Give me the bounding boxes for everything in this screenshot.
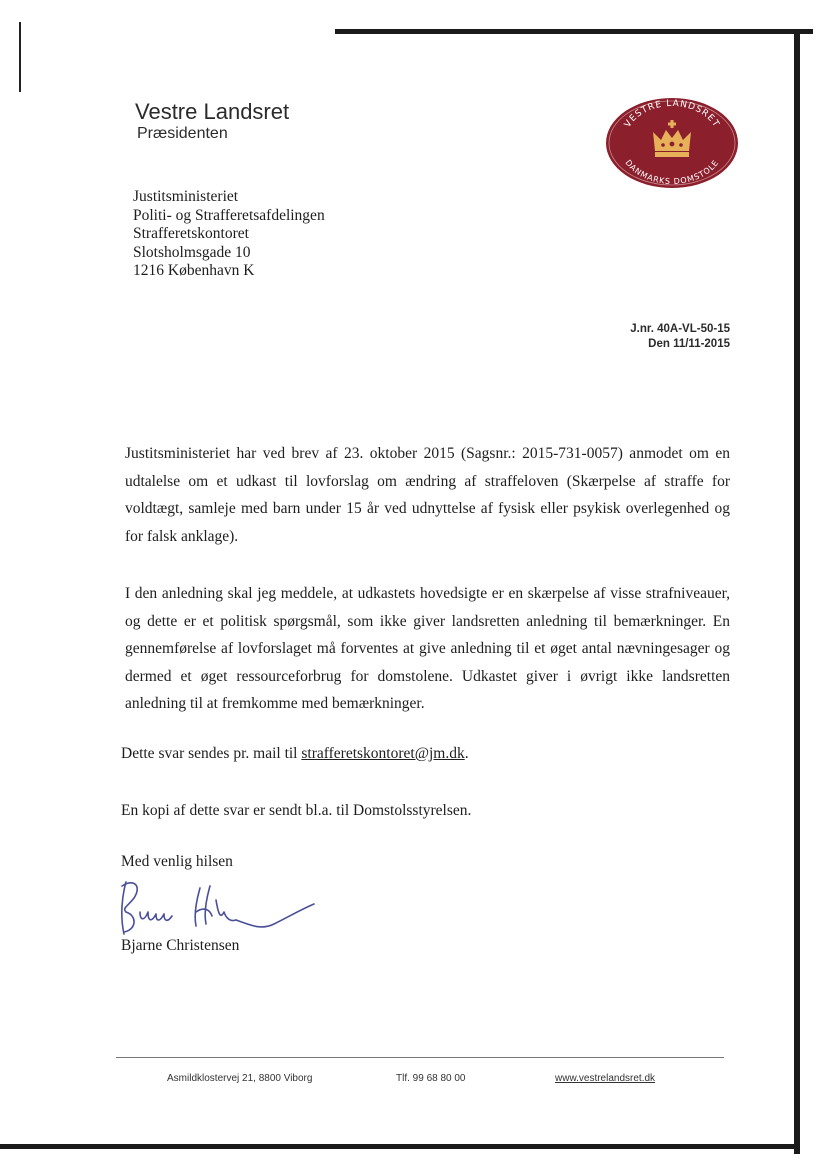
paragraph-text: I den anledning skal jeg meddele, at udkastets hovedsigte er en skærpelse af visse strafniveauer, og dette er et politisk spørgsmål, som ikke giver landsretten anledning til bemærkninger. En gennemførelse af lovforslaget må forventes at give anledning til et øget antal nævningesager og dermed et øget ressourceforbrug for domstolene. Udkastet giver i øvrigt ikke landsretten anledning til at fremkomme med bemærkninger. (125, 585, 730, 712)
footer-phone: Tlf. 99 68 80 00 (396, 1073, 466, 1084)
letter-date: Den 11/11-2015 (648, 338, 730, 350)
recipient-address (133, 188, 325, 281)
body-paragraph-1 (125, 440, 730, 550)
seal-bottom-text: DANMARKS DOMSTOLE (623, 158, 721, 187)
footer-divider (116, 1057, 724, 1058)
journal-number: J.nr. 40A-VL-50-15 (630, 323, 730, 335)
footer-website-link[interactable]: www.vestrelandsret.dk (555, 1073, 656, 1084)
mail-suffix: . (464, 745, 469, 762)
mail-prefix: Dette svar sendes pr. mail til (121, 745, 302, 762)
recipient-line: Politi- og Strafferetsafdelingen (133, 206, 325, 224)
paragraph-text: Justitsministeriet har ved brev af 23. oktober 2015 (Sagsnr.: 2015-731-0057) anmodet om en udtalelse om et udkast til lovforslag om ændring af straffeloven (Skærpelse af straffe for voldtægt, samleje med barn under 15 år ved udnyttelse af fysisk eller psykisk overlegenhed og for falsk anklage). (125, 445, 730, 545)
court-name: Vestre Landsret (135, 99, 290, 124)
body-paragraph-2 (125, 580, 730, 718)
email-link[interactable]: strafferetskontoret@jm.dk (301, 745, 465, 762)
closing-greeting: Med venlig hilsen (121, 853, 233, 870)
scan-edge-top (335, 29, 813, 34)
handwritten-signature (112, 872, 322, 942)
signatory-name: Bjarne Christensen (121, 937, 240, 954)
court-office: Præsidenten (137, 125, 228, 142)
mail-line (121, 745, 469, 763)
reference-block (630, 322, 730, 352)
seal-top-text: VESTRE LANDSRET (622, 98, 722, 130)
copy-notice: En kopi af dette svar er sendt bl.a. til Domstolsstyrelsen. (121, 802, 472, 819)
scan-edge-right (794, 34, 800, 1154)
court-seal-logo (604, 96, 740, 190)
recipient-line: Slotsholmsgade 10 (133, 243, 251, 261)
scan-edge-bottom (0, 1144, 798, 1149)
scan-edge-left (19, 22, 21, 92)
footer-address: Asmildklostervej 21, 8800 Viborg (167, 1073, 313, 1084)
recipient-line: Strafferetskontoret (133, 225, 249, 242)
recipient-line: Justitsministeriet (133, 188, 239, 205)
recipient-line: 1216 København K (133, 262, 255, 279)
